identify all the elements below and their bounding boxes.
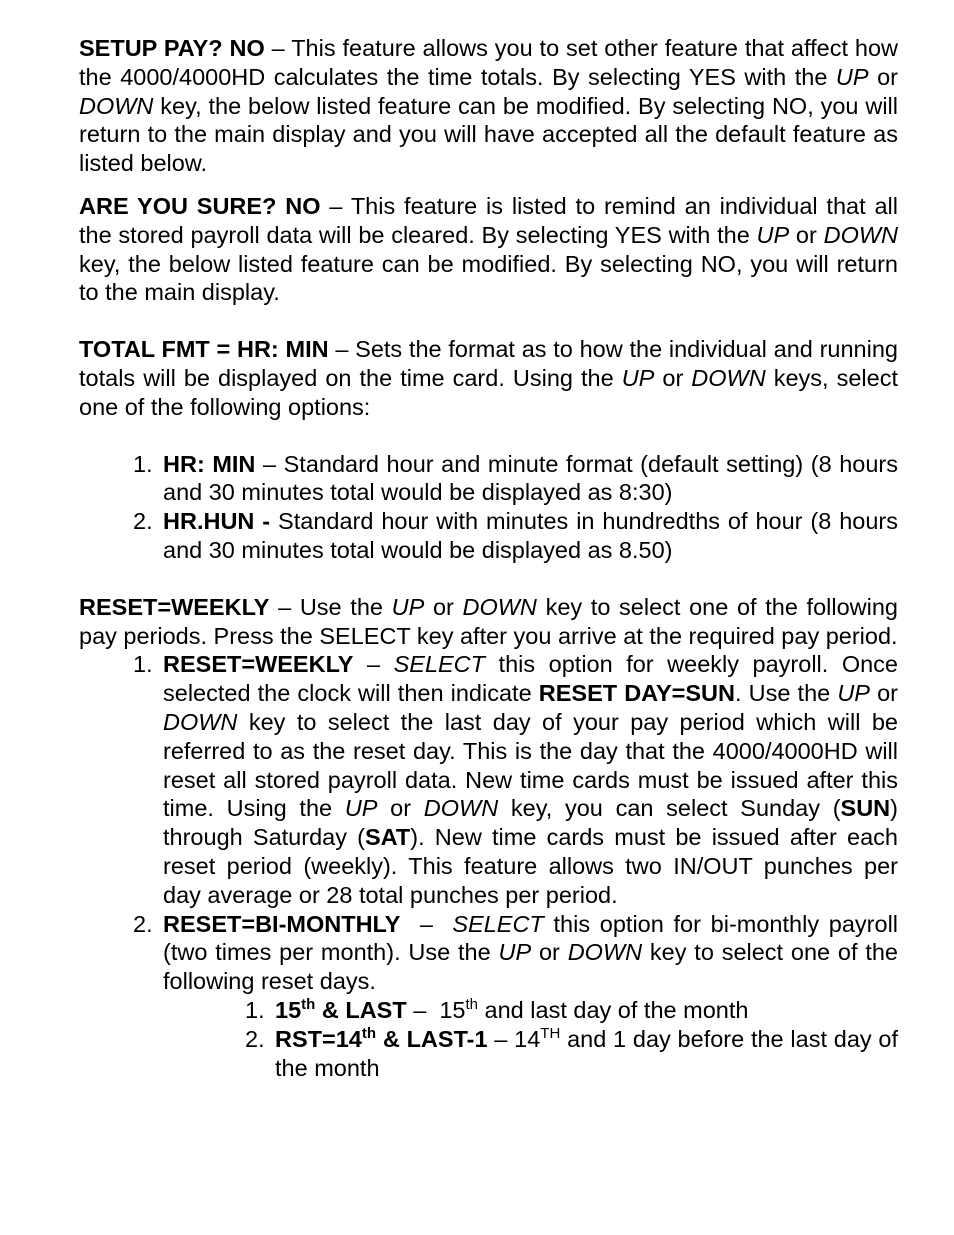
term-superscript: th: [301, 996, 316, 1014]
list-item: [245, 996, 898, 1025]
or-text: or: [868, 63, 898, 90]
up-key: UP: [391, 593, 425, 620]
setup-pay-text-a: – This feature allows you to set other feature that affect how the 4000/4000HD calculates the time totals. By selecting YES with the: [79, 35, 898, 90]
option-text: – 15: [406, 996, 466, 1023]
option-term: HR: MIN: [163, 450, 256, 477]
reset-day-option-term: [275, 1026, 488, 1052]
or-text: or: [424, 593, 463, 620]
select-key: SELECT: [452, 910, 544, 937]
are-you-sure-text-a: – This feature is listed to remind an individual that all the stored payroll data will be cleared. By selecting YES with the: [79, 192, 898, 248]
list-number: 1.: [245, 996, 265, 1023]
reset-day-term: RESET DAY=SUN: [538, 680, 736, 707]
option-term: HR.HUN -: [163, 508, 271, 535]
dash-text: –: [400, 910, 453, 937]
or-text: or: [377, 795, 424, 822]
setup-pay-text-b: key, the below listed feature can be modified. By selecting NO, you will return to the main display and you will have accepted all the default feature as listed below.: [79, 92, 898, 177]
select-key: SELECT: [393, 651, 486, 678]
term-part: 15: [275, 996, 302, 1023]
weekly-text: key, you can select Sunday (: [498, 795, 841, 822]
weekly-text: ). New time cards must be issued after each reset period (weekly). This feature allows two IN/OUT punches per day average or 28 total punches per period.: [163, 824, 898, 908]
total-fmt-text-b: keys, select one of the following options:: [79, 364, 898, 420]
reset-options-list: [133, 650, 899, 1082]
up-key: UP: [835, 63, 869, 90]
list-number: 1.: [133, 450, 153, 477]
or-text: or: [789, 221, 824, 248]
weekly-text: . Use the: [735, 680, 838, 707]
reset-text-a: – Use the: [269, 593, 392, 620]
term-part: & LAST-1: [376, 1025, 488, 1052]
down-key: DOWN: [691, 364, 766, 391]
up-key: UP: [756, 221, 790, 248]
up-key: UP: [498, 939, 532, 966]
reset-term: RESET=WEEKLY: [79, 593, 270, 620]
up-key: UP: [837, 680, 870, 707]
bimonthly-text: key to select one of the following reset days.: [163, 939, 898, 995]
total-fmt-term: TOTAL FMT = HR: MIN: [79, 336, 329, 363]
term-part: RST=14: [275, 1025, 362, 1052]
up-key: UP: [344, 795, 378, 822]
weekly-text: this option for weekly payroll. Once selected the clock will then indicate: [163, 651, 898, 707]
option-text: – Standard hour and minute format (default setting) (8 hours and 30 minutes total would be displayed as 8:30): [163, 450, 899, 506]
term-part: & LAST: [315, 996, 407, 1023]
dash-text: –: [353, 651, 394, 678]
total-fmt-text-a: – Sets the format as to how the individual and running totals will be displayed on the time card. Using the: [79, 336, 898, 391]
term-superscript: th: [361, 1024, 377, 1042]
list-number: 1.: [133, 651, 153, 678]
list-item: [245, 1024, 899, 1083]
sat-term: SAT: [364, 824, 411, 851]
setup-pay-paragraph: [79, 34, 898, 178]
are-you-sure-term: ARE YOU SURE? NO: [79, 192, 321, 219]
setup-pay-term: SETUP PAY? NO: [79, 35, 265, 61]
total-fmt-paragraph: [79, 335, 898, 421]
bimonthly-text: this option for bi-monthly payroll (two times per month). Use the: [163, 910, 899, 966]
text-superscript: TH: [540, 1024, 561, 1042]
bimonthly-reset-days-list: [245, 996, 899, 1082]
down-key: DOWN: [423, 795, 499, 822]
are-you-sure-text-b: key, the below listed feature can be modified. By selecting NO, you will return to the main display.: [79, 250, 898, 306]
weekly-text: key to select the last day of your pay period which will be referred to as the reset day. This is the day that the 4000/4000HD will reset all stored payroll data. New time cards must be issued after this time. Using the: [163, 708, 898, 822]
list-item-bimonthly: [133, 910, 899, 1083]
option-text: and last day of the month: [478, 996, 749, 1023]
weekly-term: RESET=WEEKLY: [163, 651, 354, 678]
weekly-text: ) through Saturday (: [163, 795, 898, 851]
reset-day-option-term: [275, 997, 407, 1023]
list-item: [133, 507, 898, 565]
list-number: 2.: [133, 508, 153, 535]
text-superscript: th: [465, 996, 479, 1014]
or-text: or: [869, 680, 898, 707]
or-text: or: [654, 364, 692, 391]
up-key: UP: [621, 364, 655, 391]
total-fmt-options-list: [133, 450, 899, 565]
down-key: DOWN: [567, 939, 643, 966]
list-number: 2.: [133, 910, 153, 937]
down-key: DOWN: [79, 92, 154, 119]
are-you-sure-paragraph: [79, 192, 898, 307]
bimonthly-term: RESET=BI-MONTHLY: [163, 910, 401, 937]
down-key: DOWN: [823, 221, 898, 248]
option-text: and 1 day before the last day of the month: [275, 1025, 899, 1081]
reset-paragraph: [79, 593, 898, 651]
or-text: or: [531, 939, 568, 966]
option-text: Standard hour with minutes in hundredths of hour (8 hours and 30 minutes total would be displayed as 8.50): [163, 508, 898, 563]
down-key: DOWN: [462, 593, 537, 620]
down-key: DOWN: [163, 708, 238, 735]
sun-term: SUN: [840, 795, 891, 822]
reset-text-b: key to select one of the following pay periods. Press the SELECT key after you arrive at the required pay period.: [79, 593, 898, 649]
list-item: [133, 450, 899, 508]
list-number: 2.: [245, 1025, 265, 1052]
option-text: – 14: [487, 1025, 541, 1052]
list-item-weekly: [133, 650, 898, 909]
